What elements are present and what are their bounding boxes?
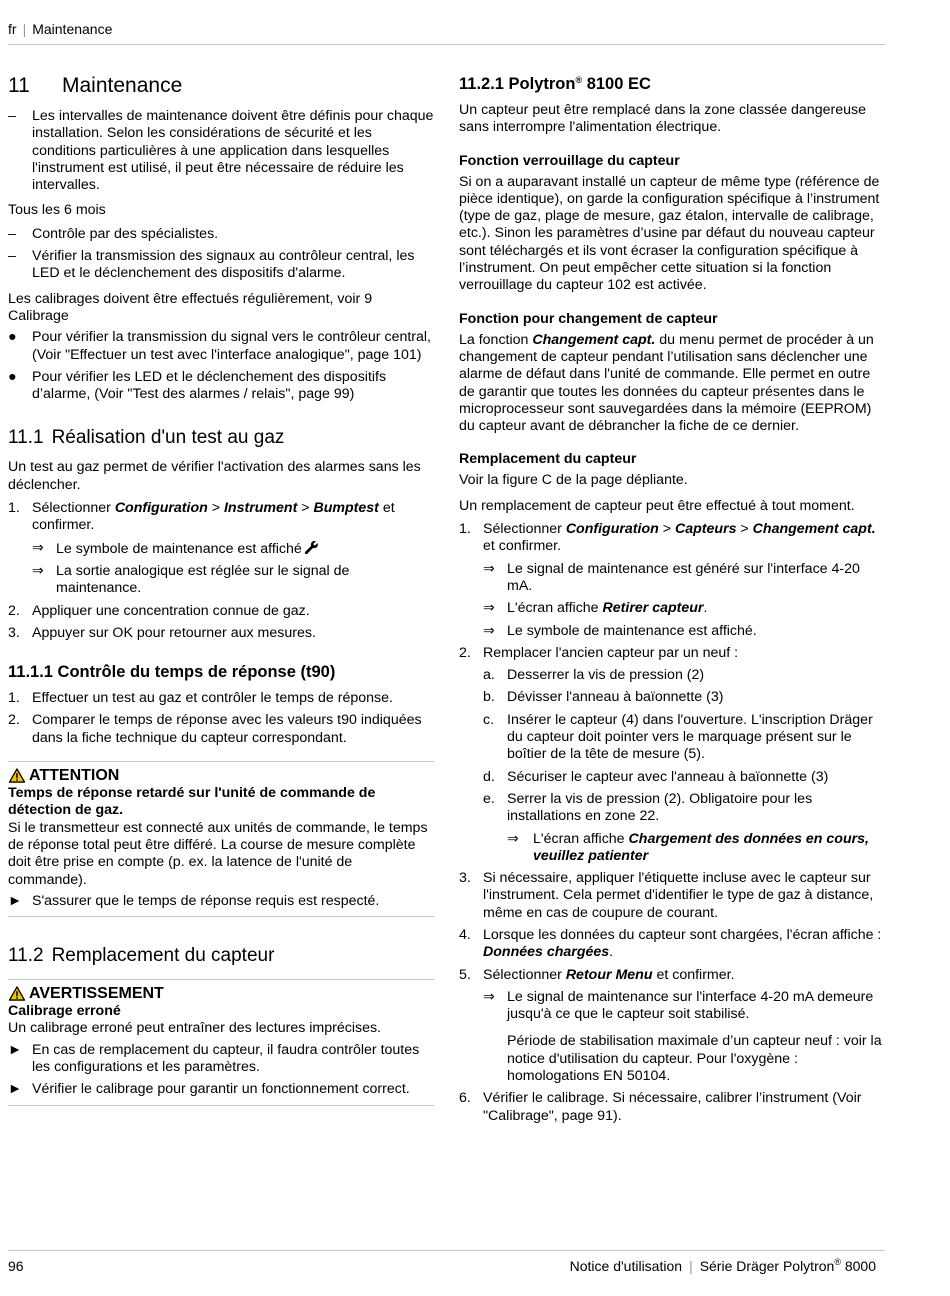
- sub-step: d. Sécuriser le capteur avec l'anneau à baïonnette (3): [483, 768, 829, 785]
- list-item: – Les intervalles de maintenance doivent être définis pour chaque installation. Selon les considérations de sécurité et les conditions particulières à une application dans lesquelles l'instrument est utilisé, il peut être nécessaire de réduire les intervalles.: [8, 108, 434, 194]
- warning-text: Un calibrage erroné peut entraîner des lectures imprécises.: [8, 1020, 382, 1037]
- list-item: ● Pour vérifier la transmission du signal vers le contrôleur central, (Voir "Effectuer un test avec l'interface analogique", page 101): [8, 329, 431, 363]
- page-header: fr | Maintenance: [8, 21, 113, 37]
- left-column: [8, 68, 434, 1112]
- subsection-heading: 11.1.1 Contrôle du temps de réponse (t90): [8, 663, 336, 682]
- paragraph: Un remplacement de capteur peut être effectué à tout moment.: [459, 497, 855, 514]
- page-footer: Notice d'utilisation | Série Dräger Polytron® 8000: [569, 1257, 876, 1274]
- sub-step: a. Desserrer la vis de pression (2): [483, 667, 705, 684]
- result-item: ⇒ L'écran affiche Chargement des données en cours, veuillez patienter: [507, 830, 869, 864]
- list-item: 2. Appliquer une concentration connue de gaz.: [8, 602, 310, 619]
- list-item: 6. Vérifier le calibrage. Si nécessaire, calibrer l’instrument (Voir "Calibrage", page 91).: [459, 1090, 862, 1124]
- section-heading: 11.2 Remplacement du capteur: [8, 945, 275, 967]
- note-paragraph: Période de stabilisation maximale d’un capteur neuf : voir la notice d'utilisation du capteur. Pour l'oxygène : homologations EN 50104.: [507, 1033, 882, 1085]
- header-language: fr: [8, 21, 17, 37]
- paragraph: Un test au gaz permet de vérifier l'activation des alarmes sans les déclencher.: [8, 459, 421, 493]
- list-item: 3. Appuyer sur OK pour retourner aux mesures.: [8, 624, 316, 641]
- paragraph: La fonction Changement capt. du menu permet de procéder à un changement de capteur pendant l’utilisation sans déclencher une alarme de défaut dans l'unité de commande. Elle permet en outre de garantir que toutes les données du capteur présentes dans le microprocesseur sont sauvegardées dans la mémoire (EEPROM) du capteur avant de débrancher la fiche de ce dernier.: [459, 331, 874, 435]
- header-rule: [8, 44, 885, 45]
- list-item: 2. Comparer le temps de réponse avec les valeurs t90 indiquées dans la fiche technique du capteur correspondant.: [8, 712, 422, 746]
- result-item: ⇒ Le symbole de maintenance est affiché.: [483, 622, 757, 639]
- list-item: – Contrôle par des spécialistes.: [8, 225, 219, 242]
- paragraph-heading: Remplacement du capteur: [459, 451, 637, 468]
- footer-rule: [8, 1250, 885, 1251]
- result-item: ⇒ Le signal de maintenance est généré sur l'interface 4-20 mA.: [483, 560, 860, 594]
- paragraph-heading: Fonction pour changement de capteur: [459, 310, 718, 327]
- result-item: ⇒ La sortie analogique est réglée sur le signal de maintenance.: [32, 562, 350, 597]
- caution-text: Si le transmetteur est connecté aux unités de commande, le temps de réponse total peut être différé. La course de mesure complète doit être prise en compte (p. ex. la latence de l'unité de commande).: [8, 819, 428, 888]
- footer-series: Série Dräger Polytron® 8000: [699, 1257, 876, 1274]
- sub-step: b. Dévisser l'anneau à baïonnette (3): [483, 689, 724, 706]
- caution-title: ATTENTION: [8, 766, 434, 785]
- footer-doc-title: Notice d'utilisation: [569, 1258, 683, 1274]
- list-item: 1. Sélectionner Configuration > Instrument > Bumptest et confirmer.: [8, 500, 395, 534]
- list-item: 1. Sélectionner Configuration > Capteurs > Changement capt. et confirmer.: [459, 521, 876, 555]
- subsection-heading: 11.2.1 Polytron® 8100 EC: [459, 75, 651, 93]
- warning-triangle-icon: [8, 986, 26, 1001]
- warning-triangle-icon: [8, 768, 26, 783]
- result-item: ⇒ Le symbole de maintenance est affiché: [8, 540, 434, 558]
- section-heading: 11.1 Réalisation d'un test au gaz: [8, 427, 285, 449]
- warning-box: [8, 979, 434, 1105]
- paragraph: Un capteur peut être remplacé dans la zone classée dangereuse sans interrompre l'alimentation électrique.: [459, 102, 866, 136]
- action-item: ► S'assurer que le temps de réponse requis est respecté.: [8, 892, 380, 909]
- paragraph: Les calibrages doivent être effectués régulièrement, voir 9 Calibrage: [8, 290, 373, 324]
- paragraph: Tous les 6 mois: [8, 202, 106, 219]
- warning-title: AVERTISSEMENT: [8, 984, 434, 1003]
- list-item: 4. Lorsque les données du capteur sont chargées, l'écran affiche : Données chargées.: [459, 926, 882, 961]
- paragraph: Si on a auparavant installé un capteur de même type (référence de pièce identique), on garde la configuration spécifique à l’instrument (type de gaz, plage de mesure, gaz étalon, intervalle de calibrage, etc.). Sinon les paramètres d’usine par défaut du nouveau capteur sont téléchargés et ils vont écraser la configuration spécifique à l’instrument. On peut empêcher cette situation si la fonction verrouillage du capteur 102 est activée.: [459, 173, 880, 294]
- list-item: – Vérifier la transmission des signaux au contrôleur central, les LED et le déclenchement des dispositifs d'alarme.: [8, 248, 415, 282]
- header-section: Maintenance: [32, 21, 113, 37]
- sub-step: c. Insérer le capteur (4) dans l'ouverture. L'inscription Dräger du capteur doit pointer vers le marquage présent sur le boîtier de la tête de mesure (5).: [483, 711, 873, 763]
- action-item: ► Vérifier le calibrage pour garantir un fonctionnement correct.: [8, 1081, 410, 1098]
- caution-subtitle: Temps de réponse retardé sur l'unité de commande de détection de gaz.: [8, 785, 376, 819]
- list-item: 1. Effectuer un test au gaz et contrôler le temps de réponse.: [8, 690, 393, 707]
- chapter-heading: 11 Maintenance: [8, 74, 183, 97]
- paragraph: Voir la figure C de la page dépliante.: [459, 472, 688, 489]
- caution-box: [8, 761, 434, 917]
- sub-step: e. Serrer la vis de pression (2). Obligatoire pour les installations en zone 22.: [483, 790, 813, 825]
- result-item: ⇒ L'écran affiche Retirer capteur.: [483, 600, 708, 617]
- wrench-icon: [304, 540, 319, 555]
- right-column: [459, 68, 885, 1130]
- list-item: 3. Si nécessaire, appliquer l'étiquette incluse avec le capteur sur l'instrument. Cela permet d'identifier le type de gaz à distance, même en cas de coupure de courant.: [459, 870, 874, 921]
- paragraph-heading: Fonction verrouillage du capteur: [459, 152, 680, 169]
- action-item: ► En cas de remplacement du capteur, il faudra contrôler toutes les configurations et les paramètres.: [8, 1041, 420, 1075]
- result-item: ⇒ Le signal de maintenance sur l'interface 4-20 mA demeure jusqu'à ce que le capteur soit stabilisé.: [483, 988, 874, 1023]
- list-item: 2. Remplacer l'ancien capteur par un neuf :: [459, 644, 739, 661]
- list-item: 5. Sélectionner Retour Menu et confirmer.: [459, 966, 735, 983]
- list-item: ● Pour vérifier les LED et le déclenchement des dispositifs d’alarme, (Voir "Test des alarmes / relais", page 99): [8, 368, 387, 403]
- page-number: 96: [8, 1258, 24, 1274]
- warning-subtitle: Calibrage erroné: [8, 1003, 121, 1020]
